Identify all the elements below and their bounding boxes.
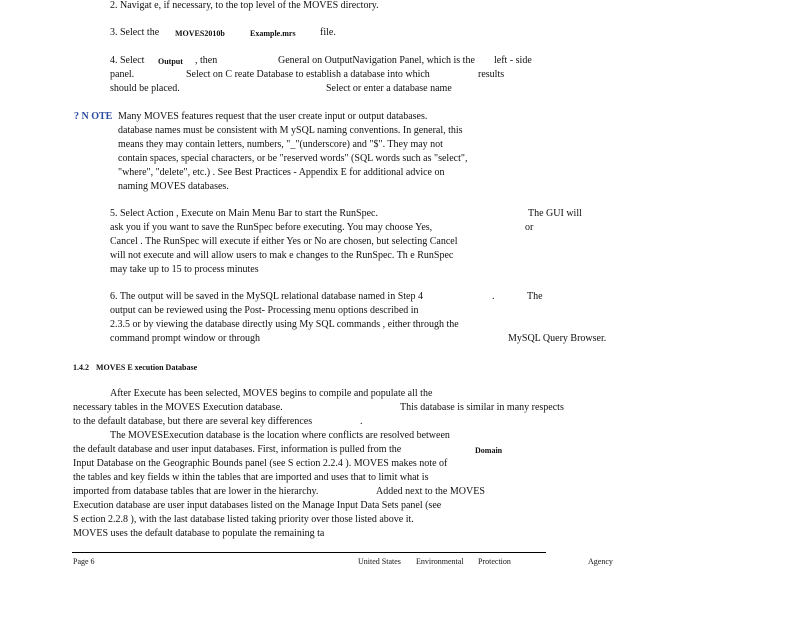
step-5-line-4: will not execute and will allow users to mak e changes to the RunSpec. Th e RunSpec	[110, 250, 454, 261]
step-6-line-3: 2.3.5 or by viewing the database directly using My SQL commands , either through the	[110, 319, 459, 330]
step-5-gui: The GUI will	[528, 208, 582, 219]
step-3-filename: Example.mrs	[250, 29, 296, 38]
step-3-folder: MOVES2010b	[175, 29, 225, 38]
para-2-domain: Domain	[475, 446, 503, 455]
para-2-line-6: Execution database are user input databases listed on the Manage Input Data Sets panel (see	[73, 500, 442, 511]
para-1-line-1: After Execute has been selected, MOVES begins to compile and populate all the	[110, 388, 433, 399]
footer-org-1: United States	[358, 557, 401, 566]
para-2-line-8: MOVES uses the default database to populate the remaining ta	[73, 528, 325, 539]
footer-org-3: Protection	[478, 557, 511, 566]
footer-org-2: Environmental	[416, 557, 464, 566]
section-title: MOVES E xecution Database	[96, 363, 198, 372]
para-1-line-2: necessary tables in the MOVES Execution database.	[73, 402, 283, 413]
step-5-line-5: may take up to 15 to process minutes	[110, 264, 259, 275]
step-6-line-1: 6. The output will be saved in the MySQL relational database named in Step 4	[110, 291, 423, 302]
step-5-line-1: 5. Select Action , Execute on Main Menu Bar to start the RunSpec.	[110, 208, 378, 219]
note-line-4: contain spaces, special characters, or be "reserved words" (SQL words such as "select",	[118, 153, 468, 164]
step-6-line-4: command prompt window or through	[110, 333, 260, 344]
step-5-line-3: Cancel . The RunSpec will execute if either Yes or No are chosen, but selecting Cancel	[110, 236, 458, 247]
para-1-line-3: to the default database, but there are several key differences	[73, 416, 313, 427]
para-2-line-4: the tables and key fields w ithin the tables that are imported and uses that to limit what is	[73, 472, 429, 483]
para-2-line-3: Input Database on the Geographic Bounds panel (see S ection 2.2.4 ). MOVES makes note of	[73, 458, 448, 469]
step-2: 2. Navigat e, if necessary, to the top level of the MOVES directory.	[110, 0, 379, 11]
step-6-query-browser: MySQL Query Browser.	[508, 333, 607, 344]
footer-page-number: Page 6	[73, 557, 95, 566]
para-1-line-2b: This database is similar in many respects	[400, 402, 564, 413]
note-line-6: naming MOVES databases.	[118, 181, 229, 192]
para-2-line-5: imported from database tables that are lower in the hierarchy.	[73, 486, 319, 497]
step-4-select-db: Select or enter a database name	[326, 83, 452, 94]
step-4-output: Output	[158, 57, 183, 66]
para-1-period: .	[360, 416, 363, 427]
note-label: ? N OTE	[74, 111, 113, 122]
para-2-line-2: the default database and user input databases. First, information is pulled from the	[73, 444, 402, 455]
step-6-line-2: output can be reviewed using the Post- Processing menu options described in	[110, 305, 419, 316]
step-4-create: Select on C reate Database to establish a database into which	[186, 69, 430, 80]
note-line-5: "where", "delete", etc.) . See Best Practices - Appendix E for additional advice on	[118, 167, 445, 178]
step-3-text: 3. Select the	[110, 27, 160, 38]
step-6-the: The	[527, 291, 543, 302]
step-5-or: or	[525, 222, 534, 233]
step-6-period: .	[492, 291, 495, 302]
para-2-line-5b: Added next to the MOVES	[376, 486, 485, 497]
note-line-3: means they may contain letters, numbers, "_"(underscore) and "$". They may not	[118, 139, 443, 150]
step-4-then: , then	[195, 55, 218, 66]
note-line-1: Many MOVES features request that the user create input or output databases.	[118, 111, 428, 122]
step-4-leftside: left - side	[494, 55, 532, 66]
note-line-2: database names must be consistent with M ySQL naming conventions. In general, this	[118, 125, 463, 136]
para-2-line-7: S ection 2.2.8 ), with the last database listed taking priority over those listed above it.	[73, 514, 414, 525]
step-4-placed: should be placed.	[110, 83, 180, 94]
footer-org-4: Agency	[588, 557, 613, 566]
step-4-results: results	[478, 69, 505, 80]
section-number: 1.4.2	[73, 363, 89, 372]
step-4-text: 4. Select	[110, 55, 145, 66]
para-2-line-1: The MOVESExecution database is the location where conflicts are resolved between	[110, 430, 450, 441]
step-4-panel: panel.	[110, 69, 135, 80]
footer-divider	[72, 552, 546, 553]
step-5-line-2: ask you if you want to save the RunSpec before executing. You may choose Yes,	[110, 222, 433, 233]
step-4-general: General on OutputNavigation Panel, which is the	[278, 55, 475, 66]
step-3-suffix: file.	[320, 27, 336, 38]
